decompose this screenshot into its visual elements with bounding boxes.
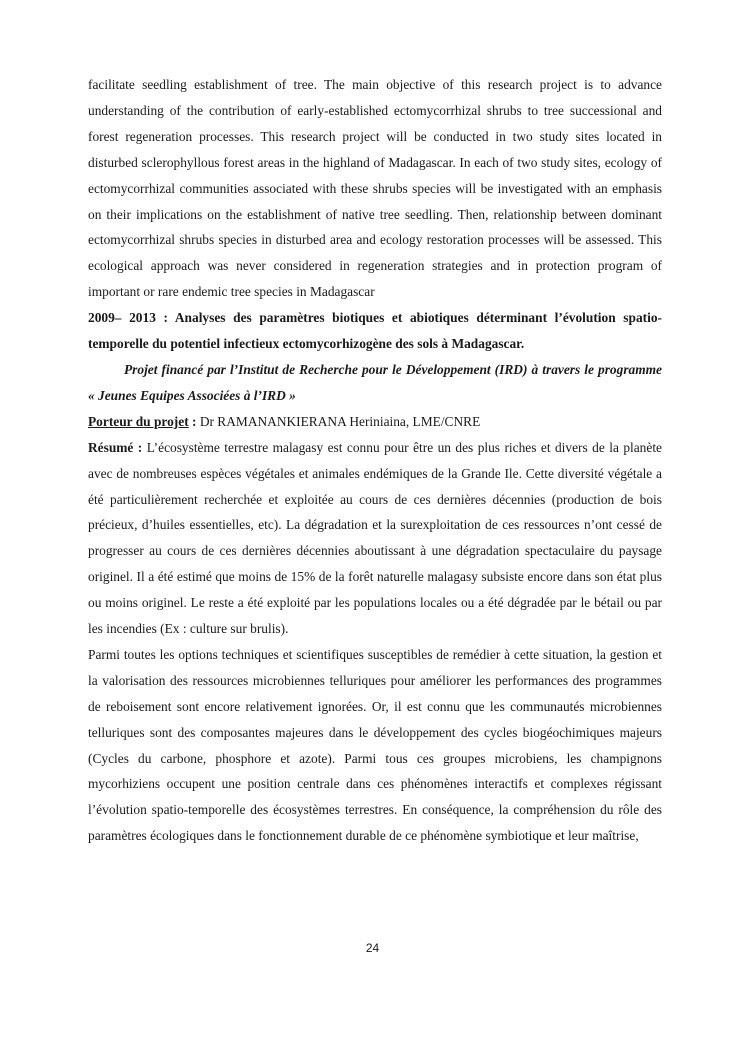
funding-line: Projet financé par l’Institut de Recherche pour le Développement (IRD) à travers le programme « Jeunes Equipes Associées à l’IRD » bbox=[88, 361, 662, 403]
project-leader-separator: : bbox=[188, 413, 200, 429]
summary-label: Résumé : bbox=[88, 439, 143, 455]
summary-text: L’écosystème terrestre malagasy est connu pour être un des plus riches et divers de la planète avec de nombreuses espèces végétales et animales endémiques de la Grande Ile. Cette diversité végétale a été particulièrement recherchée et exploitée au cours de ces dernières décennies (production de bois précieux, d’huiles essentielles, etc). La dégradation et la surexploitation de ces ressources n’ont cessé de progresser au cours de ces dernières décennies aboutissant à une dégradation spectaculaire du paysage originel. Il a été estimé que moins de 15% de la forêt naturelle malagasy subsiste encore dans son état plus ou moins originel. Le reste a été exploité par les populations locales ou a été dégradée par le bétail ou par les incendies (Ex : culture sur brulis). bbox=[88, 439, 662, 637]
intro-paragraph: facilitate seedling establishment of tree. The main objective of this research project is to advance understanding of the contribution of early-established ectomycorrhizal shrubs to tree successional and forest regeneration processes. This research project will be conducted in two study sites located in disturbed sclerophyllous forest areas in the highland of Madagascar. In each of two study sites, ecology of ectomycorrhizal communities associated with these shrubs species will be investigated with an emphasis on their implications on the establishment of native tree seedling. Then, relationship between dominant ectomycorrhizal shrubs species in disturbed area and ecology restoration processes will be assessed. This ecological approach was never considered in regeneration strategies and in protection program of important or rare endemic tree species in Madagascar bbox=[88, 77, 662, 300]
project-leader-value: Dr RAMANANKIERANA Heriniaina, LME/CNRE bbox=[199, 413, 481, 429]
page-body bbox=[88, 72, 662, 849]
project-heading: 2009– 2013 : Analyses des paramètres biotiques et abiotiques déterminant l’évolution spatio-temporelle du potentiel infectieux ectomycorhizogène des sols à Madagascar. bbox=[88, 310, 662, 352]
project-leader-line bbox=[88, 409, 662, 435]
summary-paragraph bbox=[88, 435, 662, 642]
closing-paragraph: Parmi toutes les options techniques et scientifiques susceptibles de remédier à cette situation, la gestion et la valorisation des ressources microbiennes telluriques pour améliorer les performances des programmes de reboisement sont encore relativement ignorées. Or, il est connu que les communautés microbiennes telluriques sont des composantes majeures dans le développement des cycles biogéochimiques majeurs (Cycles du carbone, phosphore et azote). Parmi tous ces groupes microbiens, les champignons mycorhiziens occupent une position centrale dans ces phénomènes interactifs et complexes régissant l’évolution spatio-temporelle des écosystèmes terrestres. En conséquence, la compréhension du rôle des paramètres écologiques dans le fonctionnement durable de ce phénomène symbiotique et leur maîtrise, bbox=[88, 646, 662, 844]
project-leader-label: Porteur du projet bbox=[88, 413, 189, 429]
page-number: 24 bbox=[365, 941, 380, 955]
